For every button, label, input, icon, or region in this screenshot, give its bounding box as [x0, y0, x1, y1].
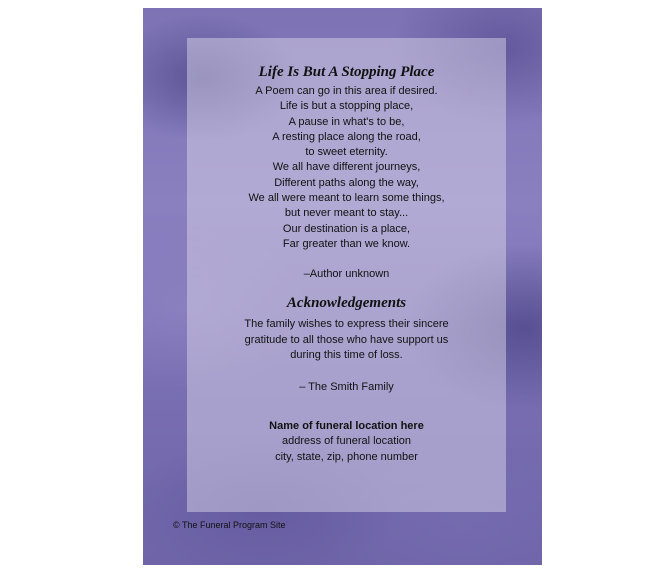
location-name: Name of funeral location here — [269, 419, 424, 432]
poem-line: A resting place along the road, — [272, 130, 421, 143]
poem-line: Life is but a stopping place, — [279, 100, 414, 113]
acknowledgements-line: during this time of loss. — [290, 349, 403, 362]
poem-line: Far greater than we know. — [282, 237, 411, 250]
content-panel — [187, 38, 506, 512]
funeral-location — [187, 419, 506, 466]
copyright-notice: © The Funeral Program Site — [173, 520, 286, 530]
poem-line: Different paths along the way, — [274, 176, 419, 189]
acknowledgements-title: Acknowledgements — [286, 295, 407, 312]
poem-author: –Author unknown — [303, 268, 390, 281]
poem-line: We all were meant to learn some things, — [248, 192, 445, 205]
poem-title: Life Is But A Stopping Place — [258, 64, 435, 80]
program-page — [143, 8, 542, 565]
acknowledgements-body — [187, 317, 506, 364]
acknowledgements-line: gratitude to all those who have support us — [244, 333, 449, 346]
poem-line: We all have different journeys, — [272, 161, 421, 174]
family-signature: – The Smith Family — [299, 380, 394, 393]
acknowledgements-line: The family wishes to express their sincere — [244, 318, 449, 331]
poem-line: Our destination is a place, — [282, 222, 411, 235]
location-address: address of funeral location — [281, 435, 412, 448]
poem-body — [187, 84, 506, 252]
poem-line: A pause in what's to be, — [288, 115, 405, 128]
poem-line: but never meant to stay... — [284, 207, 409, 220]
location-city-line: city, state, zip, phone number — [275, 450, 418, 463]
poem-line: A Poem can go in this area if desired. — [255, 85, 438, 97]
poem-line: to sweet eternity. — [305, 146, 388, 159]
